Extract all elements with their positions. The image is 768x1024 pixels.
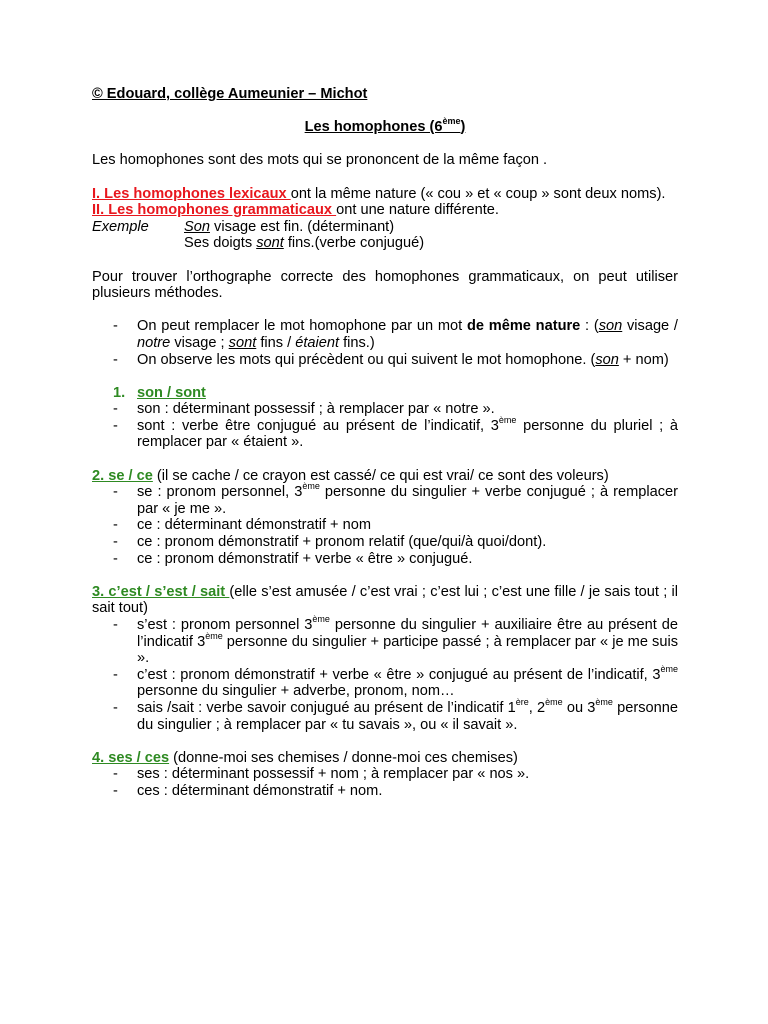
list-item: - ces : déterminant démonstratif + nom. xyxy=(92,783,678,800)
example-line-1: Exemple Son visage est fin. (déterminant) xyxy=(92,218,395,235)
list-item: - ses : déterminant possessif + nom ; à remplacer par « nos ». xyxy=(92,766,678,783)
list-item: - sais /sait : verbe savoir conjugué au présent de l’indicatif 1ère, 2ème ou 3ème personne du singulier ; à remplacer par « tu savais », ou « il savait ». xyxy=(92,700,678,733)
method-item: - On observe les mots qui précèdent ou qui suivent le mot homophone. (son + nom) xyxy=(92,352,678,369)
example-line-2: Ses doigts sont fins.(verbe conjugué) xyxy=(184,235,425,252)
section-son-sont-heading: 1. son / sont xyxy=(113,384,206,401)
list-item: - ce : pronom démonstratif + verbe « être » conjugué. xyxy=(92,551,678,568)
lexicaux-heading: I. Les homophones lexicaux xyxy=(92,185,291,202)
list-item: - se : pronom personnel, 3ème personne du singulier + verbe conjugué ; à remplacer par « je me ». xyxy=(92,484,678,517)
document-page xyxy=(92,86,678,800)
section-ses-ces-heading: 4. ses / ces (donne-moi ses chemises / donne-moi ces chemises) xyxy=(92,749,518,766)
copyright-line: © Edouard, collège Aumeunier – Michot xyxy=(92,86,368,102)
list-item: - ce : déterminant démonstratif + nom xyxy=(92,517,678,534)
list-item: - sont : verbe être conjugué au présent de l’indicatif, 3ème personne du pluriel ; à remplacer par « étaient ». xyxy=(92,418,678,451)
list-item: - c’est : pronom démonstratif + verbe « être » conjugué au présent de l’indicatif, 3ème personne du singulier + adverbe, pronom, nom… xyxy=(92,667,678,700)
method-item: - On peut remplacer le mot homophone par un mot de même nature : (son visage / notre visage ; sont fins / étaient fins.) xyxy=(92,318,678,351)
page-title: Les homophones (6ème) xyxy=(304,116,466,136)
grammaticaux-paragraph: II. Les homophones grammaticaux ont une nature différente. xyxy=(92,202,499,219)
list-item: - s’est : pronom personnel 3ème personne du singulier + auxiliaire être au présent de l’indicatif 3ème personne du singulier + participe passé ; à remplacer par « je me suis ». xyxy=(92,617,678,667)
list-item: - ce : pronom démonstratif + pronom relatif (que/qui/à quoi/dont). xyxy=(92,534,678,551)
example-label: Exemple xyxy=(92,218,149,235)
grammaticaux-heading: II. Les homophones grammaticaux xyxy=(92,202,337,219)
lexicaux-paragraph: I. Les homophones lexicaux ont la même nature (« cou » et « coup » sont deux noms). xyxy=(92,185,666,202)
section-cest-heading: 3. c’est / s’est / sait (elle s’est amusée / c’est vrai ; c’est lui ; c’est une fille / je sais tout ; il sait tout) xyxy=(92,583,678,617)
section-se-ce-heading: 2. se / ce (il se cache / ce crayon est cassé/ ce qui est vrai/ ce sont des voleurs) xyxy=(92,467,609,484)
list-item: - son : déterminant possessif ; à remplacer par « notre ». xyxy=(92,401,678,418)
methods-intro: Pour trouver l’orthographe correcte des homophones grammaticaux, on peut utiliser plusieurs méthodes. xyxy=(92,268,678,302)
intro-paragraph: Les homophones sont des mots qui se prononcent de la même façon . xyxy=(92,152,548,169)
